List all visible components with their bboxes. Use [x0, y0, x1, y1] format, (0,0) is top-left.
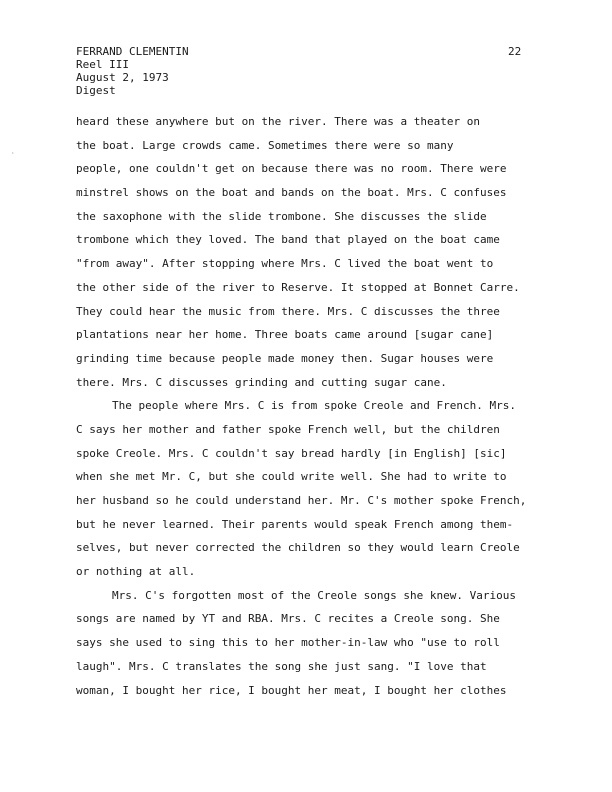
text-line: there. Mrs. C discusses grinding and cutting sugar cane.	[76, 375, 447, 389]
text-line: when she met Mr. C, but she could write well. She had to write to	[76, 470, 507, 484]
text-line: heard these anywhere but on the river. There was a theater on	[76, 115, 480, 128]
text-line: minstrel shows on the boat and bands on the boat. Mrs. C confuses	[76, 186, 507, 200]
text-line: laugh". Mrs. C translates the song she just sang. "I love that	[76, 659, 487, 673]
document-type: Digest	[76, 84, 116, 97]
text-line: or nothing at all.	[76, 565, 196, 579]
text-line: "from away". After stopping where Mrs. C lived the boat went to	[76, 257, 494, 271]
text-line: The people where Mrs. C is from spoke Creole and French. Mrs.	[112, 399, 516, 413]
text-line: spoke Creole. Mrs. C couldn't say bread hardly [in English] [sic]	[76, 446, 507, 460]
text-line: woman, I bought her rice, I bought her meat, I bought her clothes	[76, 683, 507, 697]
text-line: the other side of the river to Reserve. It stopped at Bonnet Carre.	[76, 280, 520, 294]
text-line: the boat. Large crowds came. Sometimes there were so many	[76, 138, 454, 152]
text-line: grinding time because people made money then. Sugar houses were	[76, 351, 494, 365]
text-line: people, one couldn't get on because there was no room. There were	[76, 162, 507, 176]
text-line: trombone which they loved. The band that played on the boat came	[76, 233, 500, 247]
text-line: C says her mother and father spoke French well, but the children	[76, 422, 500, 436]
reel-label: Reel III	[76, 58, 129, 71]
text-line: but he never learned. Their parents would speak French among them-	[76, 517, 514, 531]
page-number: 22	[508, 45, 522, 58]
interview-date: August 2, 1973	[76, 71, 169, 84]
interviewee-name: FERRAND CLEMENTIN	[76, 45, 189, 58]
digest-body	[76, 110, 566, 702]
text-line: the saxophone with the slide trombone. She discusses the slide	[76, 209, 487, 223]
text-line: says she used to sing this to her mother-in-law who "use to roll	[76, 636, 500, 650]
scan-speck: ·	[11, 150, 15, 157]
text-line: plantations near her home. Three boats came around [sugar cane]	[76, 328, 494, 342]
text-line: Mrs. C's forgotten most of the Creole songs she knew. Various	[112, 588, 516, 602]
text-line: her husband so he could understand her. Mr. C's mother spoke French,	[76, 494, 527, 507]
text-line: They could hear the music from there. Mrs. C discusses the three	[76, 304, 500, 318]
text-line: selves, but never corrected the children so they would learn Creole	[76, 541, 520, 555]
document-header	[76, 45, 189, 97]
text-line: songs are named by YT and RBA. Mrs. C recites a Creole song. She	[76, 612, 500, 626]
